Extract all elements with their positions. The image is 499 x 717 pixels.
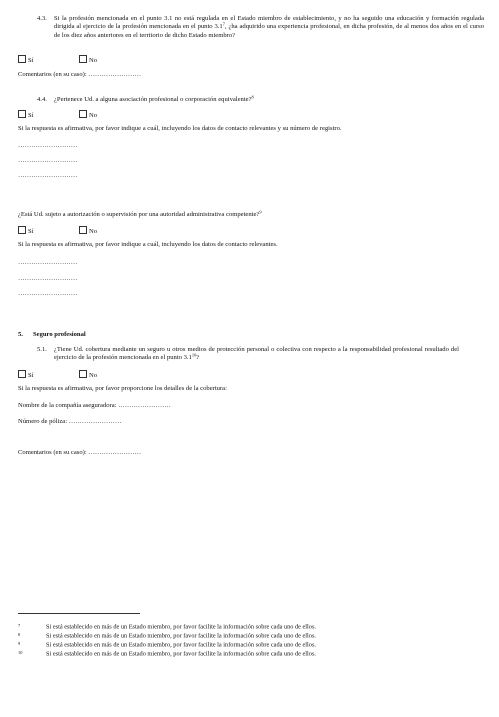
- answer-line[interactable]: ………………………: [18, 290, 78, 297]
- q43-yes-option[interactable]: Sí: [18, 55, 34, 65]
- q51-yes-option[interactable]: Sí: [18, 370, 34, 380]
- section-5-title: Seguro profesional: [33, 331, 86, 338]
- q-auth-question: ¿Está Ud. sujeto a autorización o supervisión por una autoridad administrativa competente?$^9$: [18, 209, 262, 218]
- checkbox-no[interactable]: [79, 370, 87, 378]
- q44-number: 4.4.: [37, 96, 47, 103]
- checkbox-yes[interactable]: [18, 55, 26, 63]
- q-auth-yes-option[interactable]: Sí: [18, 226, 34, 236]
- footnote-ref-9: 9: [259, 209, 262, 215]
- q51-number: 5.1.: [37, 346, 47, 353]
- checkbox-no[interactable]: [79, 110, 87, 118]
- footnote-7: 7 Si está establecido en más de un Estado miembro, por favor facilite la información sobre cada uno de ellos.: [18, 623, 316, 631]
- q51-no-option[interactable]: No: [79, 370, 97, 380]
- q51-instruction: Si la respuesta es afirmativa, por favor proporcione los detalles de la cobertura:: [18, 385, 227, 392]
- checkbox-yes[interactable]: [18, 110, 26, 118]
- q51-comments[interactable]: Comentarios (en su caso): ……………………: [18, 449, 142, 456]
- q44-question: ¿Pertenece Ud. a alguna asociación profesional o corporación equivalente?$^8$: [54, 94, 254, 103]
- answer-line[interactable]: ………………………: [18, 259, 78, 266]
- checkbox-yes[interactable]: [18, 370, 26, 378]
- q-auth-instruction: Si la respuesta es afirmativa, por favor indique a cuál, incluyendo los datos de contacto relevantes.: [18, 241, 278, 248]
- answer-line[interactable]: ………………………: [18, 142, 78, 149]
- footnote-8: 8 Si está establecido en más de un Estado miembro, por favor facilite la información sobre cada uno de ellos.: [18, 632, 316, 640]
- q51-question: ¿Tiene Ud. cobertura mediante un seguro u otros medios de protección personal o colectiva con respecto a la responsabilidad profesional resultado del ejercicio de la profesión mencionada en el punto $3.1^{10}$?: [54, 346, 459, 362]
- q43-number: 4.3.: [37, 15, 47, 22]
- q43-comments[interactable]: Comentarios (en su caso): ……………………: [18, 71, 142, 78]
- q44-yes-option[interactable]: Sí: [18, 110, 34, 120]
- answer-line[interactable]: ………………………: [18, 275, 78, 282]
- q43-no-option[interactable]: No: [79, 55, 97, 65]
- q43-question: Si la profesión mencionada en el punto 3.1 no está regulada en el Estado miembro de establecimiento, y no ha seguido una educación y formación regulada dirigida al ejercicio de la profesión mencionada en el punto $3.1^7$, ¿ha adquirido una experiencia profesional, en dicha profesión, de al menos dos años en el curso de los diez años anteriores en el territorio de dicho Estado miembro?: [54, 15, 484, 39]
- q44-no-option[interactable]: No: [79, 110, 97, 120]
- footnote-9: 9 Si está establecido en más de un Estado miembro, por favor facilite la información sobre cada uno de ellos.: [18, 641, 316, 649]
- footnote-ref-10: 10: [191, 352, 197, 358]
- policy-number-field[interactable]: Número de póliza: ……………………: [18, 418, 122, 425]
- checkbox-no[interactable]: [79, 55, 87, 63]
- footnote-separator: [18, 613, 140, 614]
- section-5-number: 5.: [18, 331, 23, 338]
- checkbox-yes[interactable]: [18, 226, 26, 234]
- q44-instruction: Si la respuesta es afirmativa, por favor indique a cuál, incluyendo los datos de contacto relevantes y su número de registro.: [18, 125, 342, 132]
- insurer-name-field[interactable]: Nombre de la compañía aseguradora: ……………………: [18, 402, 171, 409]
- answer-line[interactable]: ………………………: [18, 157, 78, 164]
- q-auth-no-option[interactable]: No: [79, 226, 97, 236]
- footnote-ref-7: 7: [222, 21, 225, 27]
- footnote-ref-8: 8: [251, 94, 254, 100]
- answer-line[interactable]: ………………………: [18, 172, 78, 179]
- footnote-10: 10 Si está establecido en más de un Estado miembro, por favor facilite la información sobre cada uno de ellos.: [18, 650, 316, 658]
- checkbox-no[interactable]: [79, 226, 87, 234]
